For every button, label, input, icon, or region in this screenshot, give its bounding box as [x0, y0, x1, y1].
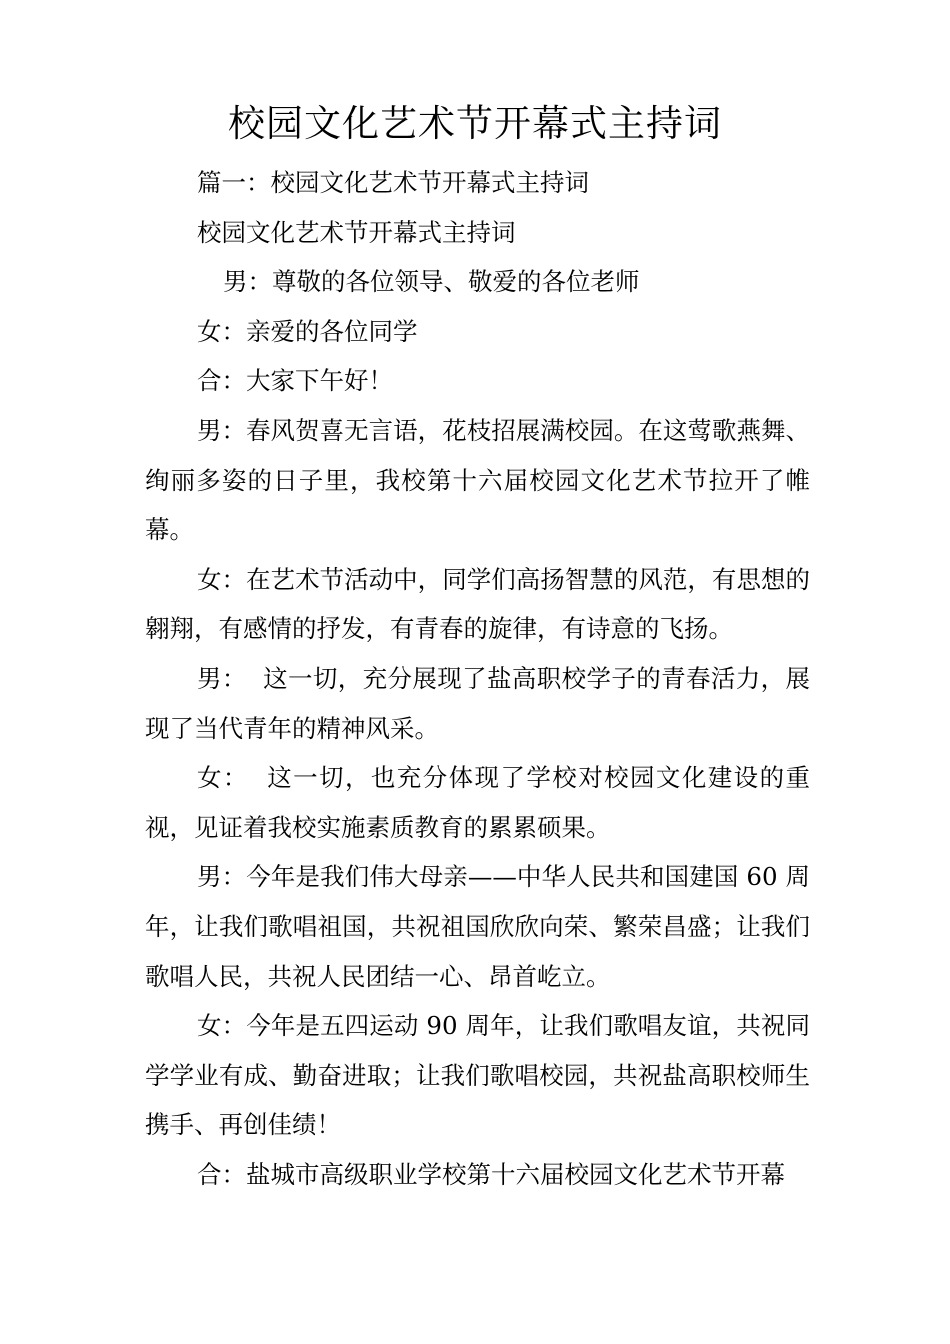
paragraph: 男：今年是我们伟大母亲——中华人民共和国建国 60 周年，让我们歌唱祖国，共祝祖国欣欣向荣、繁荣昌盛；让我们歌唱人民，共祝人民团结一心、昂首屹立。 [145, 862, 810, 991]
paragraph: 篇一：校园文化艺术节开幕式主持词 [197, 168, 589, 197]
paragraph: 男：尊敬的各位领导、敬爱的各位老师 [223, 267, 640, 297]
paragraph: 女：今年是五四运动 90 周年，让我们歌唱友谊，共祝同学学业有成、勤奋进取；让我们歌唱校园，共祝盐高职校师生携手、再创佳绩！ [145, 1011, 810, 1140]
paragraph: 男：春风贺喜无言语，花枝招展满校园。在这莺歌燕舞、绚丽多姿的日子里，我校第十六届校园文化艺术节拉开了帷幕。 [145, 415, 810, 545]
paragraph: 合：大家下午好！ [197, 366, 393, 396]
paragraph: 校园文化艺术节开幕式主持词 [197, 217, 516, 247]
paragraph: 合：盐城市高级职业学校第十六届校园文化艺术节开幕 [197, 1159, 785, 1189]
paragraph: 女：在艺术节活动中，同学们高扬智慧的风范，有思想的翱翔，有感情的抒发，有青春的旋律，有诗意的飞扬。 [145, 564, 810, 644]
document-body [145, 158, 810, 1199]
paragraph: 女： 这一切，也充分体现了学校对校园文化建设的重视，见证着我校实施素质教育的累累硕果。 [145, 763, 810, 842]
document-title: 校园文化艺术节开幕式主持词 [228, 102, 722, 145]
paragraph: 女：亲爱的各位同学 [197, 316, 418, 346]
paragraph: 男： 这一切，充分展现了盐高职校学子的青春活力，展现了当代青年的精神风采。 [145, 663, 810, 743]
